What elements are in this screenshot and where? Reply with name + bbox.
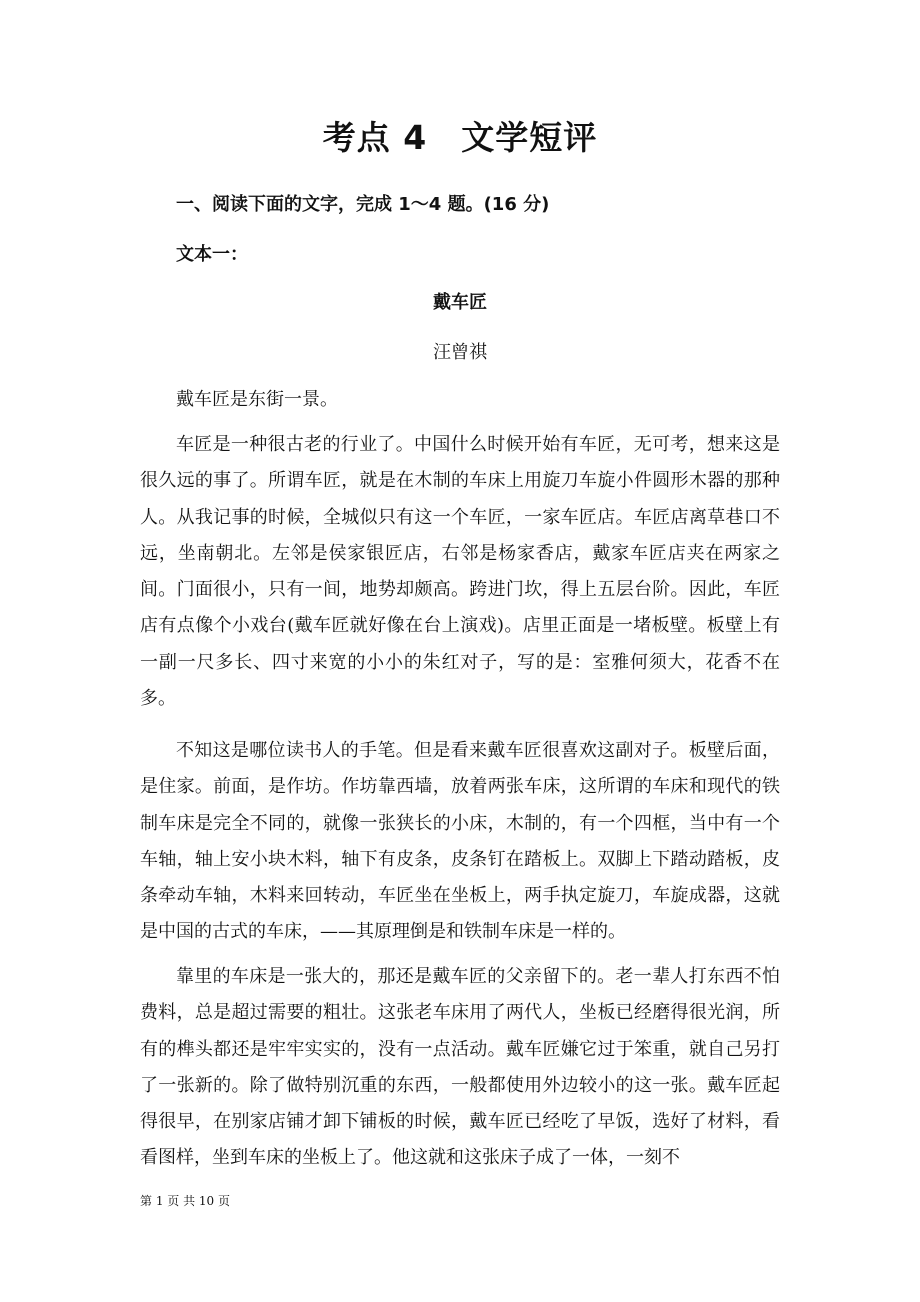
paragraph-4: 靠里的车床是一张大的，那还是戴车匠的父亲留下的。老一辈人打东西不怕费料，总是超过需要的粗壮。这张老车床用了两代人，坐板已经磨得很光润，所有的榫头都还是牢牢实实的，没有一点活动。戴车匠嫌它过于笨重，就自己另打了一张新的。除了做特别沉重的东西，一般都使用外边较小的这一张。戴车匠起得很早，在别家店铺才卸下铺板的时候，戴车匠已经吃了早饭，选好了材料，看看图样，坐到车床的坐板上了。他这就和这张床子成了一体，一刻不 [140,966,780,1169]
page-title: 考点 4 文学短评 [322,118,598,157]
question-heading: 一、阅读下面的文字，完成 1～4 题。(16 分) [176,194,550,215]
story-author: 汪曾祺 [433,342,487,363]
text-label: 文本一： [176,244,248,265]
story-title: 戴车匠 [433,292,487,313]
page-footer: 第 1 页 共 10 页 [140,1194,230,1208]
paragraph-2: 车匠是一种很古老的行业了。中国什么时候开始有车匠，无可考，想来这是很久远的事了。所谓车匠，就是在木制的车床上用旋刀车旋小件圆形木器的那种人。从我记事的时候，全城似只有这一个车匠，一家车匠店。车匠店离草巷口不远，坐南朝北。左邻是侯家银匠店，右邻是杨家香店，戴家车匠店夹在两家之间。门面很小，只有一间，地势却颇高。跨进门坎，得上五层台阶。因此，车匠店有点像个小戏台(戴车匠就好像在台上演戏)。店里正面是一堵板壁。板壁上有一副一尺多长、四寸来宽的小小的朱红对子，写的是：室雅何须大，花香不在多。 [140,434,780,710]
paragraph-3: 不知这是哪位读书人的手笔。但是看来戴车匠很喜欢这副对子。板壁后面，是住家。前面，是作坊。作坊靠西墙，放着两张车床，这所谓的车床和现代的铁制车床是完全不同的，就像一张狭长的小床，木制的，有一个四框，当中有一个车轴，轴上安小块木料，轴下有皮条，皮条钉在踏板上。双脚上下踏动踏板，皮条牵动车轴，木料来回转动，车匠坐在坐板上，两手执定旋刀，车旋成器，这就是中国的古式的车床，——其原理倒是和铁制车床是一样的。 [140,740,780,943]
paragraph-1: 戴车匠是东街一景。 [176,389,338,410]
